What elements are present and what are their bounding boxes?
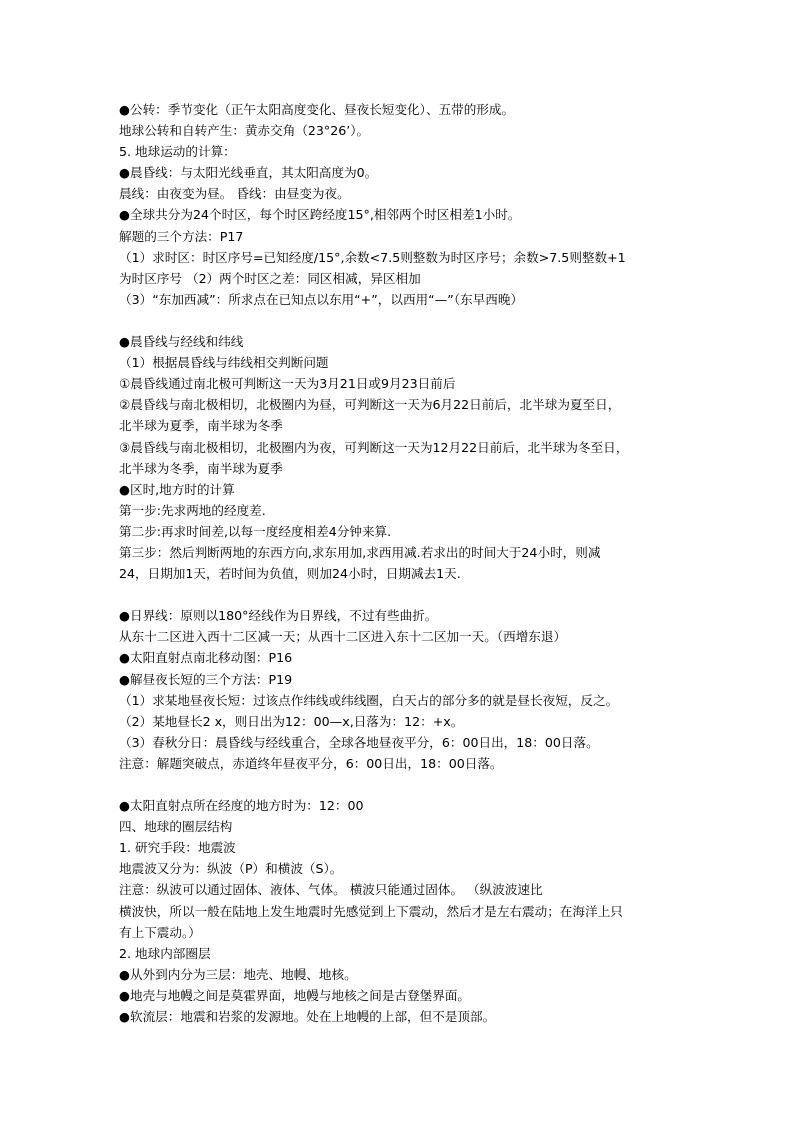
text-line: 注意：解题突破点，赤道终年昼夜平分，6：00日出，18：00日落。 <box>119 755 503 771</box>
text-line: 从东十二区进入西十二区减一天；从西十二区进入东十二区加一天。（西增东退） <box>119 629 567 645</box>
text-line: ①晨昏线通过南北极可判断这一天为3月21日或9月23日前后 <box>119 376 456 392</box>
text-line: ●公转：季节变化（正午太阳高度变化、昼夜长短变化）、五带的形成。 <box>119 102 515 117</box>
text-line: ●太阳直射点所在经度的地方时为：12：00 <box>119 798 364 814</box>
text-line: 地震波又分为：纵波（P）和横波（S）。 <box>119 861 343 877</box>
text-line: ●晨昏线与经线和纬线 <box>119 334 244 350</box>
text-line: 第一步:先求两地的经度差. <box>119 502 266 518</box>
text-line: 有上下震动。） <box>119 924 201 940</box>
text-line: ●晨昏线：与太阳光线垂直，其太阳高度为0。 <box>119 165 378 181</box>
text-line: 第二步:再求时间差,以每一度经度相差4分钟来算. <box>119 523 392 539</box>
text-line: （2）某地昼长2 x，则日出为12：00—x,日落为：12：+x。 <box>119 713 464 729</box>
text-line: （1）根据晨昏线与纬线相交判断问题 <box>119 355 329 371</box>
blank-line <box>119 310 681 331</box>
text-line: ③晨昏线与南北极相切，北极圈内为夜，可判断这一天为12月22日前后，北半球为冬至日， <box>119 439 629 455</box>
text-line: 注意：纵波可以通过固体、液体、气体。 横波只能通过固体。 （纵波波速比 <box>119 882 543 898</box>
text-line: 解题的三个方法：P17 <box>119 228 244 244</box>
text-line: ●软流层：地震和岩浆的发源地。处在上地幔的上部，但不是顶部。 <box>119 1009 496 1025</box>
text-line: ●全球共分为24个时区，每个时区跨经度15°,相邻两个时区相差1小时。 <box>119 207 521 223</box>
section-heading: 四、地球的圈层结构 <box>119 819 233 835</box>
text-line: 横波快，所以一般在陆地上发生地震时先感觉到上下震动，然后才是左右震动；在海洋上只 <box>119 903 623 919</box>
text-line: （3）春秋分日：晨昏线与经线重合，全球各地昼夜平分，6：00日出，18：00日落。 <box>119 734 599 750</box>
text-line: 第三步：然后判断两地的东西方向,求东用加,求西用减.若求出的时间大于24小时，则减 <box>119 544 601 560</box>
text-line: ●从外到内分为三层：地壳、地幔、地核。 <box>119 966 357 982</box>
text-line: 5. 地球运动的计算： <box>119 144 236 160</box>
text-line: 2. 地球内部圈层 <box>119 945 211 961</box>
text-line: 北半球为冬季，南半球为夏季 <box>119 460 283 476</box>
text-line: 地球公转和自转产生：黄赤交角（23°26’）。 <box>119 123 370 139</box>
text-line: ●太阳直射点南北移动图：P16 <box>119 650 293 666</box>
blank-line <box>119 584 681 605</box>
text-line: 北半球为夏季，南半球为冬季 <box>119 418 283 434</box>
text-line: （1）求某地昼夜长短：过该点作纬线或纬线圈，白天占的部分多的就是昼长夜短，反之。 <box>119 692 619 708</box>
text-line: ●解昼夜长短的三个方法：P19 <box>119 671 293 687</box>
text-line: 晨线：由夜变为昼。 昏线：由昼变为夜。 <box>119 186 350 202</box>
document-body <box>119 99 681 1027</box>
text-line: ●区时,地方时的计算 <box>119 481 235 497</box>
text-line: ●日界线：原则以180°经线作为日界线，不过有些曲折。 <box>119 608 438 624</box>
text-line: 1. 研究手段：地震波 <box>119 840 236 856</box>
text-line: ●地壳与地幔之间是莫霍界面，地幔与地核之间是古登堡界面。 <box>119 987 471 1003</box>
text-line: 为时区序号 （2）两个时区之差：同区相减，异区相加 <box>119 270 421 286</box>
blank-line <box>119 774 681 795</box>
text-line: （3）“东加西减”：所求点在已知点以东用“+”，以西用“—”（东早西晚） <box>119 291 524 307</box>
text-line: （1）求时区：时区序号=已知经度/15°,余数<7.5则整数为时区序号；余数>7.5则整数+1 <box>119 249 626 265</box>
text-line: 24，日期加1天，若时间为负值，则加24小时，日期减去1天. <box>119 566 461 582</box>
text-line: ②晨昏线与南北极相切，北极圈内为昼，可判断这一天为6月22日前后，北半球为夏至日， <box>119 397 621 413</box>
